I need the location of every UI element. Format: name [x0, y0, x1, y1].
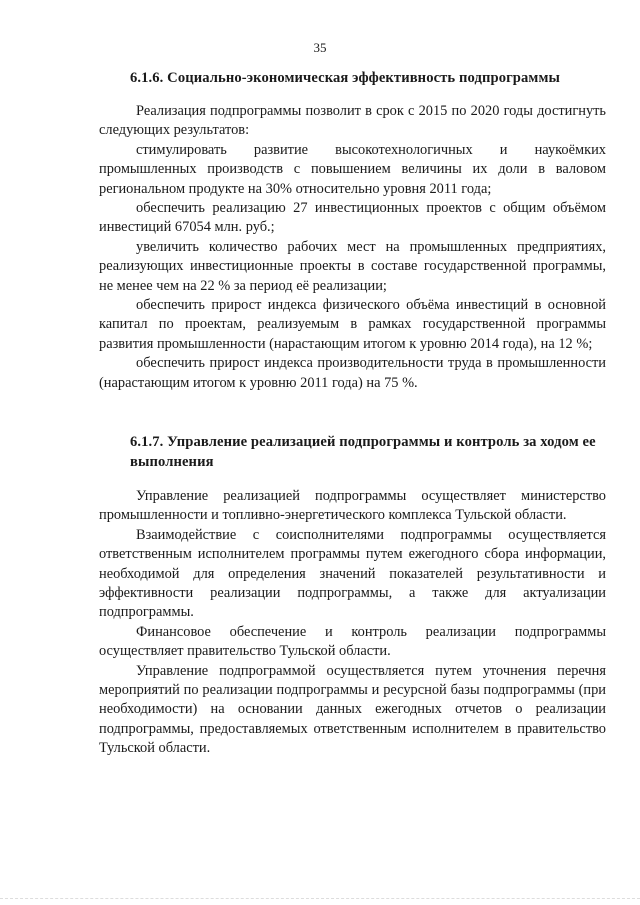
paragraph: Реализация подпрограммы позволит в срок с 2015 по 2020 годы достигнуть следующих результатов: [99, 103, 606, 139]
paragraph: увеличить количество рабочих мест на промышленных предприятиях, реализующих инвестиционные проекты в составе государственной программы, не менее чем на 22 % за период её реализации; [99, 238, 606, 294]
paragraph: Управление подпрограммой осуществляется путем уточнения перечня мероприятий по реализации подпрограммы и ресурсной базы подпрограммы (при необходимости) на основании данных ежегодных отчетов о реализации подпрограммы, предоставляемых ответственным исполнителем в правительство Тульской области. [99, 662, 606, 757]
section-body-6-1-7 [99, 487, 606, 759]
paragraph: обеспечить прирост индекса физического объёма инвестиций в основной капитал по проектам, реализуемым в рамках государственной программы развития промышленности (нарастающим итогом к уровню 2014 года), на 12 %; [99, 297, 606, 352]
section-heading-6-1-7: 6.1.7. Управление реализацией подпрограммы и контроль за ходом ее выполнения [130, 434, 596, 470]
section-body-6-1-6 [99, 102, 606, 393]
paragraph: Взаимодействие с соисполнителями подпрограммы осуществляется ответственным исполнителем программы путем ежегодного сбора информации, необходимой для определения значений показателей результативности и эффективности реализации подпрограммы, а также для актуализации подпрограммы. [99, 526, 606, 621]
paragraph: Финансовое обеспечение и контроль реализации подпрограммы осуществляет правительство Тульской области. [99, 623, 606, 660]
paragraph: обеспечить прирост индекса производительности труда в промышленности (нарастающим итогом к уровню 2011 года) на 75 %. [99, 355, 606, 391]
paragraph: стимулировать развитие высокотехнологичных и наукоёмких промышленных производств с повышением величины их доли в валовом региональном продукте на 30% относительно уровня 2011 года; [99, 141, 606, 197]
paragraph: Управление реализацией подпрограммы осуществляет министерство промышленности и топливно-энергетического комплекса Тульской области. [99, 488, 606, 524]
section-heading-6-1-6: 6.1.6. Социально-экономическая эффективность подпрограммы [130, 70, 561, 86]
scan-edge-marks [0, 895, 640, 899]
page-number: 35 [313, 40, 327, 55]
paragraph: обеспечить реализацию 27 инвестиционных проектов с общим объёмом инвестиций 67054 млн. руб.; [99, 200, 606, 236]
